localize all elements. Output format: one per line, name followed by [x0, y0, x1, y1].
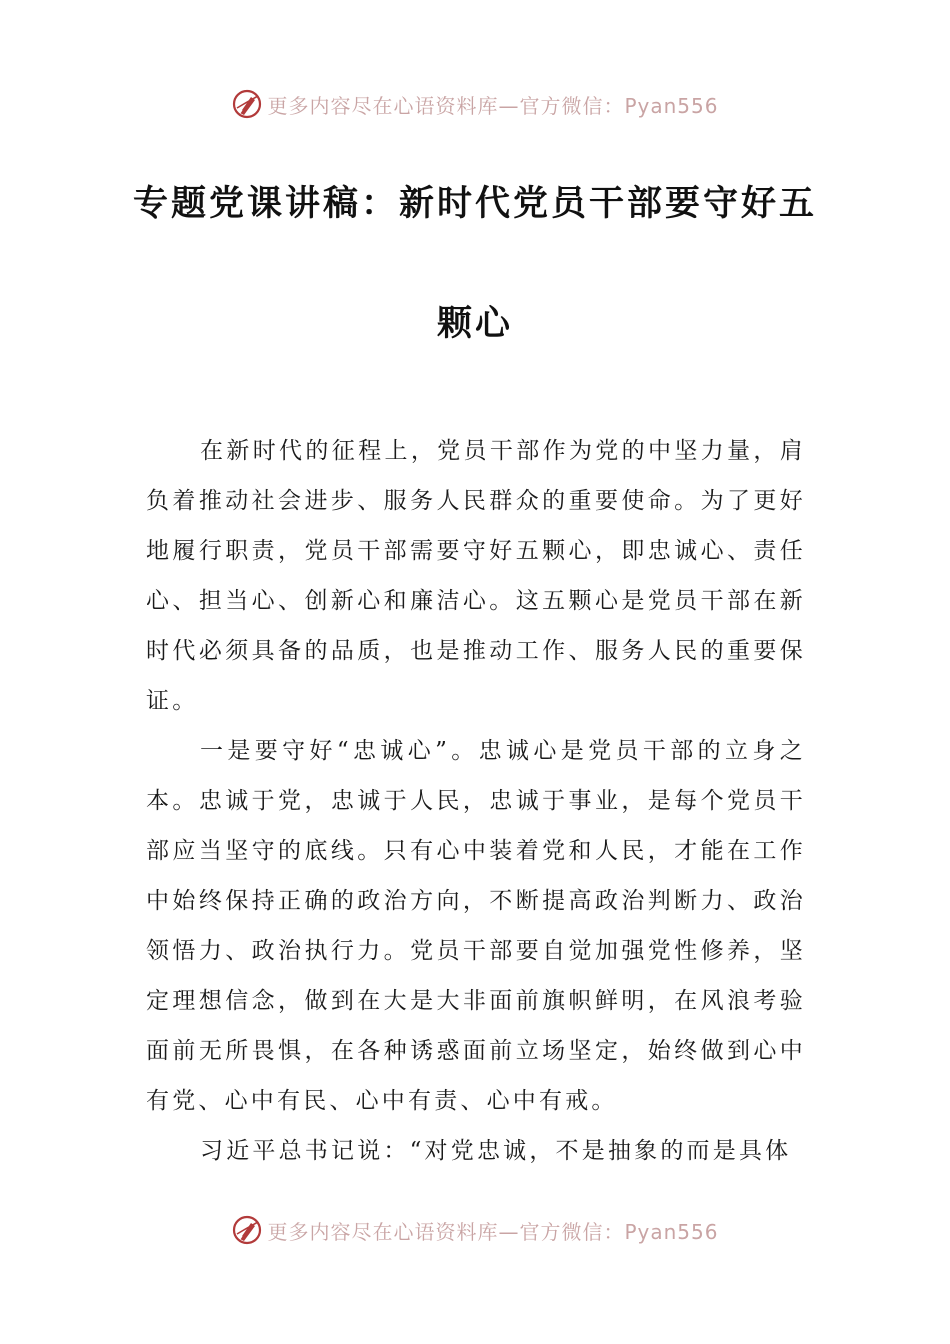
header-banner-text: 更多内容尽在心语资料库—官方微信：Pyan556 [267, 93, 719, 118]
pen-nib-logo-icon [231, 88, 263, 120]
document-title-line-2: 颗心 [436, 304, 513, 344]
document-title-line-1: 专题党课讲稿：新时代党员干部要守好五 [132, 184, 817, 224]
document-body [146, 426, 806, 1176]
paragraph: 习近平总书记说：“对党忠诚，不是抽象的而是具体 [200, 1138, 792, 1164]
footer-banner-text: 更多内容尽在心语资料库—官方微信：Pyan556 [267, 1219, 719, 1244]
paragraph: 一是要守好“忠诚心”。忠诚心是党员干部的立身之本。忠诚于党，忠诚于人民，忠诚于事业，是每个党员干部应当坚守的底线。只有心中装着党和人民，才能在工作中始终保持正确的政治方向，不断提高政治判断力、政治领悟力、政治执行力。党员干部要自觉加强党性修养，坚定理想信念，做到在大是大非面前旗帜鲜明，在风浪考验面前无所畏惧，在各种诱惑面前立场坚定，始终做到心中有党、心中有民、心中有责、心中有戒。 [146, 738, 806, 1114]
pen-nib-logo-icon [231, 1214, 263, 1246]
footer-banner [0, 1210, 950, 1250]
paragraph: 在新时代的征程上，党员干部作为党的中坚力量，肩负着推动社会进步、服务人民群众的重要使命。为了更好地履行职责，党员干部需要守好五颗心，即忠诚心、责任心、担当心、创新心和廉洁心。这五颗心是党员干部在新时代必须具备的品质，也是推动工作、服务人民的重要保证。 [146, 438, 806, 714]
header-banner [0, 84, 950, 124]
